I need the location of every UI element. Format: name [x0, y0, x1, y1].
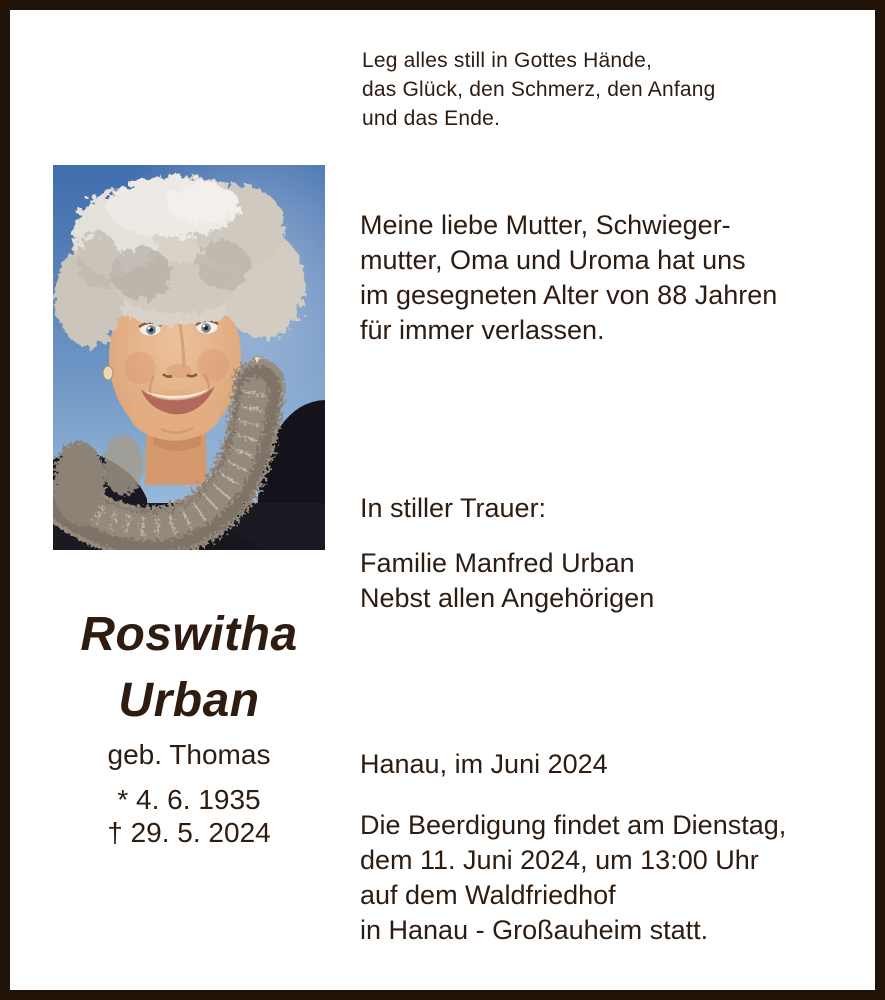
- mourning-family-line: Familie Manfred Urban: [360, 548, 635, 578]
- life-dates: [53, 783, 325, 849]
- announcement-line: Meine liebe Mutter, Schwieger-: [360, 210, 731, 240]
- funeral-line: in Hanau - Großauheim statt.: [360, 915, 709, 945]
- announcement-line: mutter, Oma und Uroma hat uns: [360, 245, 746, 275]
- maiden-name: geb. Thomas: [107, 739, 271, 770]
- deceased-first-name: Roswitha: [80, 608, 298, 661]
- portrait-photo: [53, 165, 325, 550]
- funeral-line: auf dem Waldfriedhof: [360, 880, 616, 910]
- deceased-name: [53, 602, 325, 734]
- mourning-family-line: Nebst allen Angehörigen: [360, 583, 655, 613]
- mourning-family: [360, 546, 865, 616]
- verse-line: und das Ende.: [362, 107, 501, 130]
- verse-line: das Glück, den Schmerz, den Anfang: [362, 78, 716, 101]
- mourning-intro: In stiller Trauer:: [360, 493, 547, 523]
- hair: [55, 176, 305, 347]
- death-date: † 29. 5. 2024: [107, 817, 271, 848]
- place-date-line: Hanau, im Juni 2024: [360, 749, 608, 779]
- announcement-line: im gesegneten Alter von 88 Jahren: [360, 280, 778, 310]
- announcement-text: [360, 208, 865, 348]
- birth-date: * 4. 6. 1935: [117, 784, 261, 815]
- funeral-info: [360, 808, 875, 948]
- funeral-line: dem 11. Juni 2024, um 13:00 Uhr: [360, 845, 759, 875]
- announcement-line: für immer verlassen.: [360, 315, 605, 345]
- memorial-verse: [362, 46, 822, 133]
- verse-line: Leg alles still in Gottes Hände,: [362, 49, 653, 72]
- deceased-last-name: Urban: [118, 674, 260, 727]
- funeral-line: Die Beerdigung findet am Dienstag,: [360, 810, 787, 840]
